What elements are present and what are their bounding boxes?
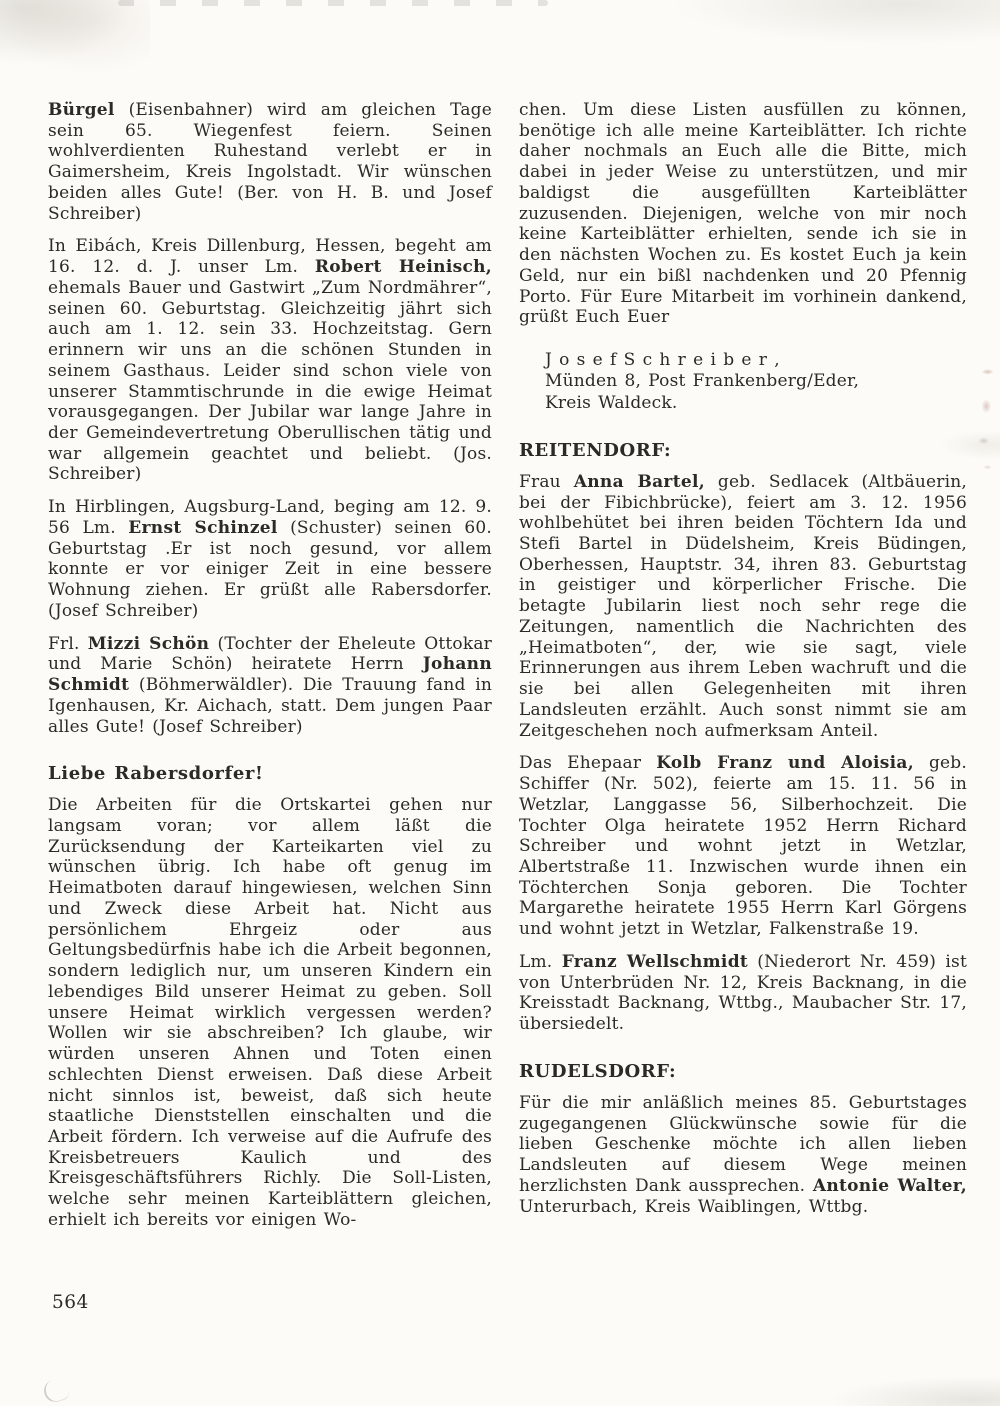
text-segment: In Eibách, Kreis Dillenburg, Hessen, begeht am 16. 12. d. J. unser Lm.: [48, 236, 492, 278]
text-segment: Frl.: [48, 633, 88, 654]
text-segment: (Niederort Nr. 459) ist von Unterbrüden Nr. 12, Kreis Backnang, in die Kreisstadt Backnang, Wttbg., Maubacher Str. 17, übersiedelt.: [519, 951, 967, 1035]
text-segment: chen. Um diese Listen ausfüllen zu können, benötige ich alle meine Karteiblätter. Ich richte daher nochmals an Euch alle die Bitte, mich dabei in jeder Weise zu unterstützen, und mir baldigst die ausgefüllten Karteiblätter zuzusenden. Diejenigen, welche von mir noch keine Karteiblätter erhielten, sende ich sie in den nächsten Wochen zu. Es kostet Euch ja kein Geld, nur ein bißl nachdenken und 20 Pfennig Porto. Für Eure Mitarbeit im vorhinein dankend, grüßt Euch Euer: [519, 100, 967, 328]
paragraph: [519, 753, 967, 940]
signature-line: Kreis Waldeck.: [545, 392, 678, 413]
emphasized-name: Bürgel: [48, 100, 115, 120]
section-heading: Liebe Rabersdorfer!: [48, 763, 264, 785]
text-segment: Das Ehepaar: [519, 753, 657, 774]
left-text-column: [48, 100, 492, 1243]
paragraph: [519, 472, 967, 742]
ink-squiggle-bottom-left: [41, 1376, 71, 1405]
emphasized-name: Johann Schmidt: [48, 654, 492, 696]
signature-block: [519, 350, 967, 414]
scan-smudge-top-edge: [118, 0, 548, 6]
paragraph: [519, 952, 967, 1035]
emphasized-name: Anna Bartel,: [573, 471, 705, 492]
emphasized-name: Franz Wellschmidt: [561, 951, 749, 972]
text-segment: (Eisenbahner) wird am gleichen Tage sein 65. Wiegenfest feiern. Seinen wohlverdienten Ruhestand verlebt er in Gaimersheim, Kreis Ingolstadt. Wir wünschen beiden alles Gute! (Ber. von H. B. und Josef Schreiber): [48, 100, 492, 224]
paragraph: [48, 497, 492, 621]
paragraph: [519, 1093, 967, 1217]
text-segment: (Tochter der Eheleute Ottokar und Marie Schön) heiratete Herrn: [48, 633, 492, 675]
paragraph: [48, 634, 492, 738]
scan-smudge-top-left: [0, 0, 150, 75]
paragraph: [519, 100, 967, 328]
emphasized-name: Kolb Franz und Aloisia,: [656, 753, 914, 774]
section-heading: REITENDORF:: [519, 439, 672, 461]
text-segment: (Böhmerwäldler). Die Trauung fand in Igenhausen, Kr. Aichach, statt. Dem jungen Paar alles Gute! (Josef Schreiber): [48, 675, 492, 737]
text-segment: Unterurbach, Kreis Waiblingen, Wttbg.: [519, 1196, 869, 1217]
scan-smudge-top-right: [670, 0, 1000, 45]
pen-marks-right-margin: [972, 358, 998, 473]
text-segment: Für die mir anläßlich meines 85. Geburtstages zugegangenen Glückwünsche sowie für die lieben Geschenke möchte ich allen lieben Landsleuten auf diesem Wege meinen herzlichsten Dank aussprechen.: [519, 1092, 967, 1196]
section-heading: RUDELSDORF:: [519, 1060, 677, 1082]
emphasized-name: Antonie Walter,: [812, 1175, 968, 1196]
paragraph: [48, 795, 492, 1230]
text-segment: geb. Schiffer (Nr. 502), feierte am 15. 11. 56 in Wetzlar, Langgasse 56, Silberhochzeit. Die Tochter Olga heiratete 1952 Herrn Richard Schreiber und wohnt jetzt in Wetzlar, Albertstraße 11. Inzwischen wurde ihnen ein Töchterchen Sonja geboren. Die Tochter Margarethe heiratete 1955 Herrn Karl Görgens und wohnt jetzt in Wetzlar, Falkenstraße 19.: [519, 753, 967, 940]
emphasized-name: Ernst Schinzel: [128, 517, 278, 538]
text-segment: In Hirblingen, Augsburg-Land, beging am 12. 9. 56 Lm.: [48, 497, 492, 538]
emphasized-name: Mizzi Schön: [87, 633, 210, 654]
emphasized-name: Robert Heinisch,: [314, 257, 492, 278]
right-text-column: [519, 100, 967, 1229]
scan-smudge-bottom-right: [830, 1376, 1000, 1406]
text-segment: (Schuster) seinen 60. Geburtstag .Er ist noch gesund, vor allem konnte er vor einiger Zeit in eine bessere Wohnung ziehen. Er grüßt alle Rabersdorfer. (Josef Schreiber): [48, 517, 492, 621]
signature-line: Münden 8, Post Frankenberg/Eder,: [545, 371, 860, 392]
text-segment: Frau: [519, 471, 574, 492]
text-segment: ehemals Bauer und Gastwirt „Zum Nordmährer“, seinen 60. Geburtstag. Gleichzeitig jährt sich auch am 1. 12. sein 33. Hochzeitstag. Gern erinnern wir uns an die schönen Stunden in seinem Gasthaus. Leider sind schon viele von unserer Stammtischrunde in die ewige Heimat vorausgegangen. Der Jubilar war lange Jahre in der Gemeindevertretung Oberullischen tätig und war allgemein geachtet und beliebt. (Jos. Schreiber): [48, 277, 492, 485]
paragraph: [48, 100, 492, 224]
text-segment: Lm.: [519, 951, 562, 972]
text-segment: Die Arbeiten für die Ortskartei gehen nur langsam voran; vor allem läßt die Zurücksendung der Karteikarten viel zu wünschen übrig. Ich habe oft genug im Heimatboten darauf hingewiesen, welchen Sinn und Zweck diese Arbeit hat. Nicht aus persönlichem Ehrgeiz oder aus Geltungsbedürfnis habe ich die Arbeit begonnen, sondern lediglich nur, um unseren Kindern ein lebendiges Bild unserer Heimat zu geben. Soll unsere Heimat wirklich vergessen werden? Wollen wir sie abschreiben? Ich glaube, wir würden unseren Ahnen und Toten einen schlechten Dienst erweisen. Daß diese Arbeit nicht sinnlos ist, beweist, daß sich heute staatliche Dienststellen einschalten und die Arbeit fördern. Ich verweise auf die Aufrufe des Kreisbetreuers Kaulich und des Kreisgeschäftsführers Richly. Die Soll-Listen, welche sehr meinen Karteiblättern gleichen, erhielt ich bereits vor einigen Wo-: [48, 795, 492, 1230]
paragraph: [48, 236, 492, 485]
page-number: 564: [52, 1292, 89, 1313]
signature-line: J o s e f S c h r e i b e r ,: [545, 350, 780, 371]
text-segment: geb. Sedlacek (Altbäuerin, bei der Fibichbrücke), feiert am 3. 12. 1956 wohlbehütet bei ihren beiden Töchtern Ida und Stefi Bartel in Düdelsheim, Kreis Büdingen, Oberhessen, Hauptstr. 34, ihren 83. Geburtstag in geistiger und körperlicher Frische. Die betagte Jubilarin liest noch sehr rege die Zeitungen, namentlich die Nachrichten des „Heimatboten“, der, wie sie sagt, viele Erinnerungen aus ihrem Leben wachruft und die sie bei allen Gelegenheiten mit ihren Landsleuten erzählt. Auch sonst nimmt sie am Zeitgeschehen noch aufmerksam Anteil.: [519, 471, 967, 741]
